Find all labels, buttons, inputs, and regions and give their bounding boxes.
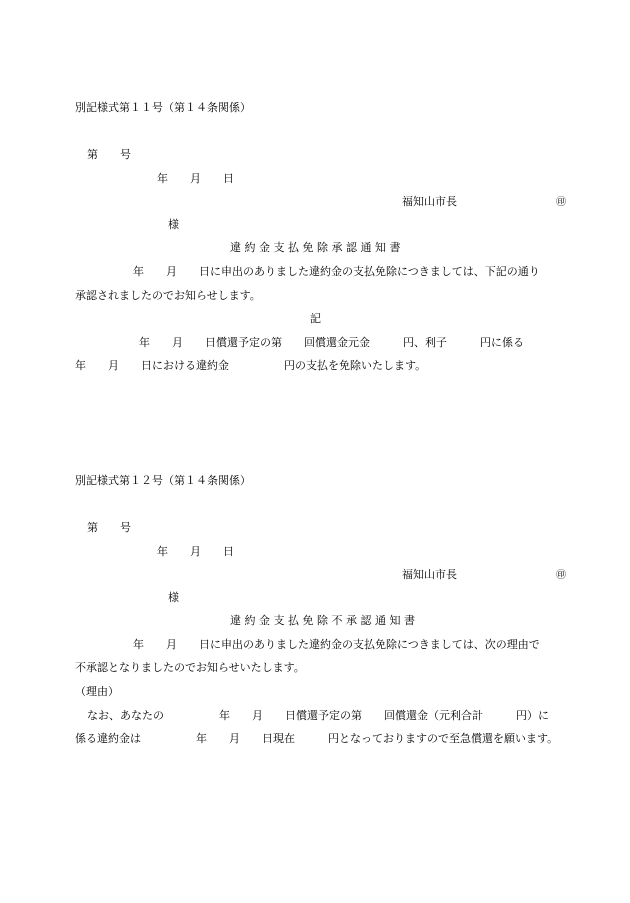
form-12-issuer: 福知山市長 — [402, 568, 457, 581]
form-12-body-line2: 不承認となりましたのでお知らせいたします。 — [75, 661, 305, 674]
form-11-issuer: 福知山市長 — [402, 195, 457, 208]
form-11-title: 違 約 金 支 払 免 除 承 認 通 知 書 — [230, 241, 401, 254]
form-12-date-line: 年 月 日 — [157, 545, 234, 558]
form-12-number-line: 第 号 — [87, 521, 131, 534]
form-12-recipient: 様 — [168, 591, 179, 604]
form-11-header: 別記様式第１１号（第１４条関係） — [75, 101, 251, 114]
form-11-number-line: 第 号 — [87, 148, 131, 161]
form-12-header: 別記様式第１２号（第１４条関係） — [75, 474, 251, 487]
form-12-title: 違 約 金 支 払 免 除 不 承 認 通 知 書 — [230, 614, 415, 627]
form-11-detail-line2: 年 月 日における違約金 円の支払を免除いたします。 — [75, 359, 427, 372]
form-12-body-line1: 年 月 日に申出のありました違約金の支払免除につきましては、次の理由で — [133, 638, 540, 651]
form-11-ki: 記 — [310, 312, 321, 325]
form-12-reason-line1: なお、あなたの 年 月 日償還予定の第 回償還金（元利合計 円）に — [87, 709, 549, 722]
form-11-date-line: 年 月 日 — [157, 172, 234, 185]
form-11-body-line1: 年 月 日に申出のありました違約金の支払免除につきましては、下記の通り — [133, 265, 540, 278]
form-12-reason-line2: 係る違約金は 年 月 日現在 円となっておりますので至急償還を願います。 — [75, 732, 559, 745]
form-11-seal-icon: ㊞ — [556, 197, 566, 208]
form-12-seal-icon: ㊞ — [556, 570, 566, 581]
form-11-recipient: 様 — [168, 218, 179, 231]
form-12-reason-label: （理由） — [75, 685, 119, 698]
form-11-body-line2: 承認されましたのでお知らせします。 — [75, 289, 261, 302]
form-11-detail-line1: 年 月 日償還予定の第 回償還金元金 円、利子 円に係る — [139, 336, 524, 349]
